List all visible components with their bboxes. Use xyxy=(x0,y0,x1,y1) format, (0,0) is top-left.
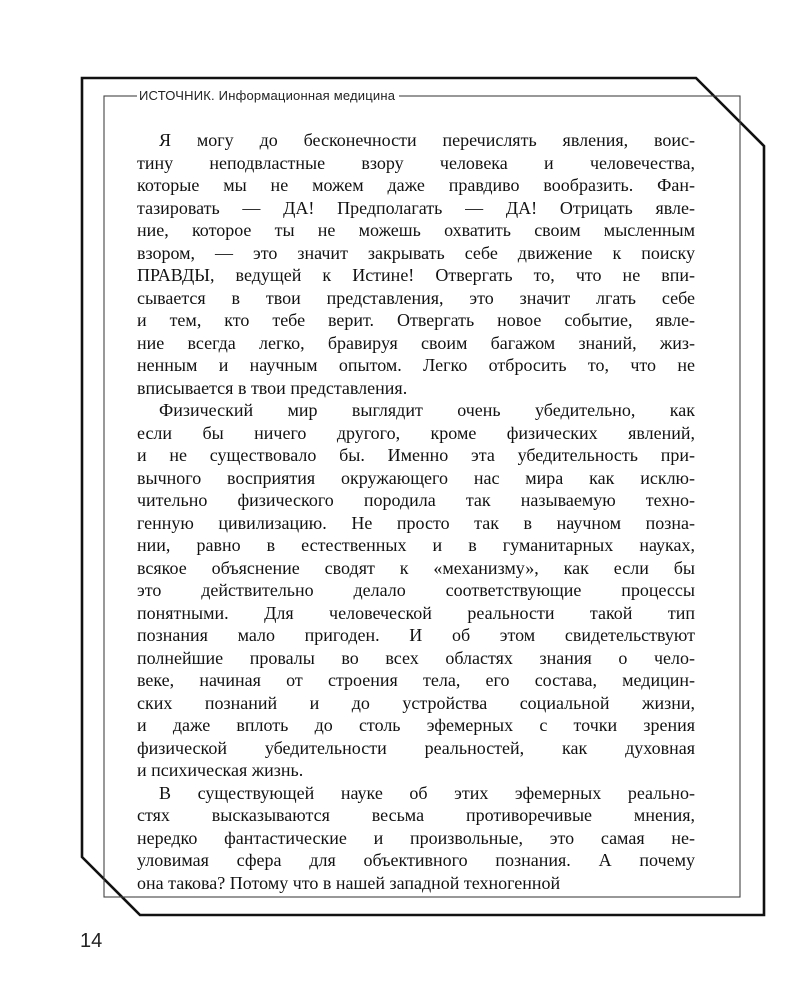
text-line: чительно физического породила так называемую техно- xyxy=(137,490,695,510)
text-line: познания мало пригоден. И об этом свидетельствуют xyxy=(137,625,695,645)
text-line: генную цивилизацию. Не просто так в научном позна- xyxy=(137,512,695,533)
text-line: веке, начиная от строения тела, его состава, медицин- xyxy=(137,670,695,690)
text-line: которые мы не можем даже правдиво вообразить. Фан- xyxy=(137,175,695,195)
text-line: если бы ничего другого, кроме физических явлений, xyxy=(137,422,695,443)
page-number: 14 xyxy=(80,930,103,952)
text-line: тазировать — ДА! Предполагать — ДА! Отрицать явле- xyxy=(137,197,695,218)
text-line: физической убедительности реальностей, как духовная xyxy=(137,737,695,758)
text-line: нии, равно в естественных и в гуманитарных науках, xyxy=(137,535,695,555)
text-line: стях высказываются весьма противоречивые мнения, xyxy=(137,805,695,825)
text-line: ненным и научным опытом. Легко отбросить то, что не xyxy=(137,355,695,375)
text-line: ских познаний и до устройства социальной жизни, xyxy=(137,692,695,713)
text-line: вычного восприятия окружающего нас мира как исклю- xyxy=(137,467,695,488)
text-line: ПРАВДЫ, ведущей к Истине! Отвергать то, что не впи- xyxy=(137,265,695,285)
text-line: и психическая жизнь. xyxy=(137,760,304,780)
text-line: сывается в твои представления, это значит лгать себе xyxy=(137,287,695,308)
text-line: нередко фантастические и произвольные, это самая не- xyxy=(137,827,695,848)
text-line: ние, которое ты не можешь охватить своим мысленным xyxy=(137,220,695,240)
text-line: понятными. Для человеческой реальности такой тип xyxy=(137,602,695,623)
text-line: полнейшие провалы во всех областях знания о чело- xyxy=(137,647,695,668)
text-line: это действительно делало соответствующие процессы xyxy=(137,580,695,600)
text-line: В существующей науке об этих эфемерных реально- xyxy=(159,782,695,803)
text-line: Я могу до бесконечности перечислять явления, воис- xyxy=(159,130,695,150)
text-line: и не существовало бы. Именно эта убедительность при- xyxy=(137,445,695,465)
text-line: ние всегда легко, бравируя своим багажом знаний, жиз- xyxy=(137,332,695,353)
text-line: и даже вплоть до столь эфемерных с точки зрения xyxy=(137,715,695,735)
text-line: уловимая сфера для объективного познания. А почему xyxy=(137,850,695,870)
text-line: тину неподвластные взору человека и человечества, xyxy=(137,152,695,173)
text-line: вписывается в твои представления. xyxy=(137,377,408,398)
text-line: и тем, кто тебе верит. Отвергать новое событие, явле- xyxy=(137,310,695,330)
text-line: взором, — это значит закрывать себе движение к поиску xyxy=(137,242,695,263)
body-text xyxy=(137,129,695,894)
text-line: она такова? Потому что в нашей западной техногенной xyxy=(137,872,561,893)
running-header: ИСТОЧНИК. Информационная медицина xyxy=(137,88,399,103)
text-line: всякое объяснение сводят к «механизму», как если бы xyxy=(137,557,695,578)
text-line: Физический мир выглядит очень убедительно, как xyxy=(159,400,695,420)
